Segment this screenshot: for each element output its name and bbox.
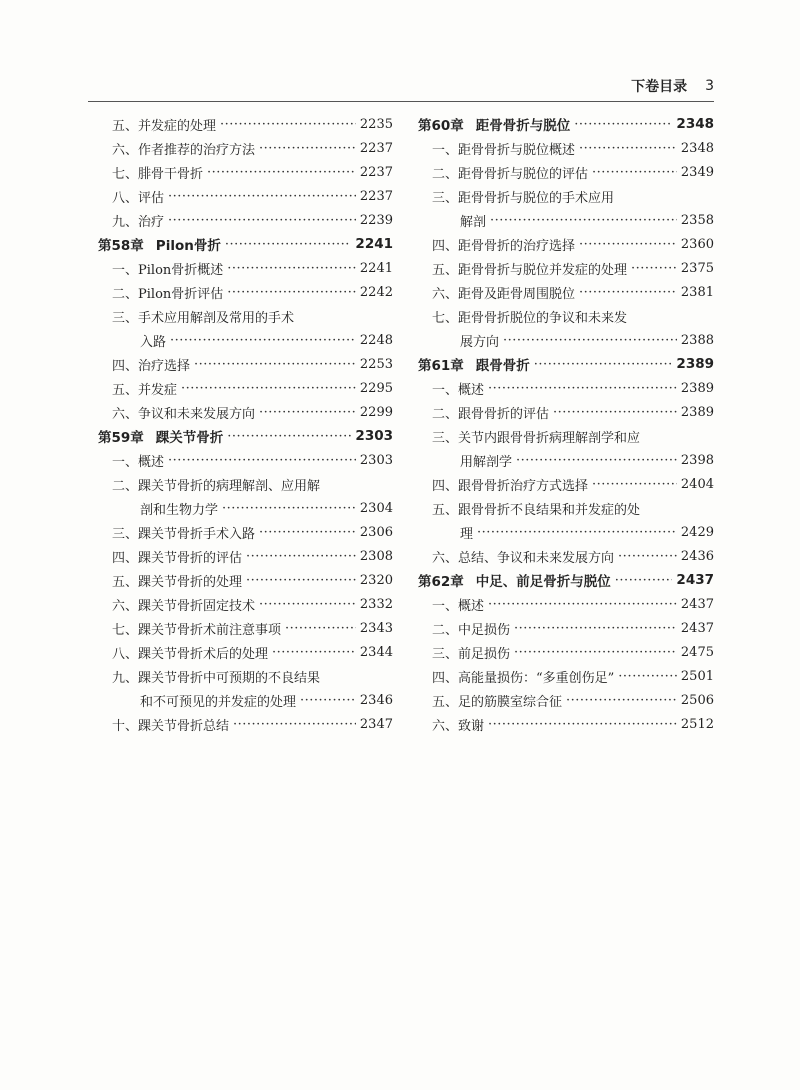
toc-section-entry[interactable] [418,544,714,568]
toc-entry-title: 四、治疗选择 [112,358,191,374]
dot-leader [488,597,677,612]
toc-page-number: 2436 [680,548,714,564]
toc-page-number: 2388 [680,332,714,348]
toc-entry-title: 六、总结、争议和未来发展方向 [432,550,615,566]
toc-page-number: 2303 [359,452,393,468]
toc-page-number: 2304 [359,500,393,516]
toc-entry-title: 二、Pilon骨折评估 [112,286,224,302]
toc-section-entry[interactable] [98,304,393,328]
dot-leader [181,381,356,396]
toc-page-number: 2303 [355,428,393,444]
toc-page-number: 2398 [680,452,714,468]
dot-leader [534,357,673,372]
dot-leader [272,645,356,660]
dot-leader [618,549,677,564]
chapter-title: 踝关节骨折 [155,430,224,446]
toc-page-number: 2375 [680,260,714,276]
toc-section-entry[interactable] [98,688,393,712]
toc-chapter-entry[interactable] [418,112,714,136]
toc-section-entry[interactable] [418,520,714,544]
toc-section-entry[interactable] [98,496,393,520]
toc-section-entry[interactable] [418,184,714,208]
toc-chapter-entry[interactable] [418,352,714,376]
toc-entry-title: 六、致谢 [432,718,485,734]
toc-section-entry[interactable] [98,208,393,232]
toc-section-entry[interactable] [98,448,393,472]
toc-section-entry[interactable] [98,376,393,400]
toc-section-entry[interactable] [418,160,714,184]
dot-leader [488,717,677,732]
toc-page-number: 2241 [355,236,393,252]
toc-section-entry[interactable] [418,592,714,616]
toc-page-number: 2389 [680,404,714,420]
toc-page-number: 2295 [359,380,393,396]
dot-leader [246,549,356,564]
toc-entry-title: 二、距骨骨折与脱位的评估 [432,166,589,182]
toc-entry-title: 一、Pilon骨折概述 [112,262,224,278]
dot-leader [222,501,356,516]
toc-section-entry[interactable] [418,280,714,304]
dot-leader [592,165,677,180]
toc-entry-title: 五、跟骨骨折不良结果和并发症的处 [432,502,641,518]
toc-entry-title: 一、概述 [112,454,165,470]
dot-leader [233,717,356,732]
toc-column-left [98,112,393,736]
toc-entry-title: 六、作者推荐的治疗方法 [112,142,256,158]
toc-page-number: 2347 [359,716,393,732]
toc-entry-title: 三、前足损伤 [432,646,511,662]
toc-section-entry[interactable] [98,640,393,664]
dot-leader [477,525,677,540]
toc-entry-title: 七、踝关节骨折术前注意事项 [112,622,282,638]
toc-section-entry[interactable] [418,136,714,160]
chapter-number: 第58章 [98,238,144,254]
toc-page-number: 2389 [680,380,714,396]
toc-section-entry[interactable] [418,688,714,712]
header-rule [88,101,714,102]
toc-entry-title: 四、距骨骨折的治疗选择 [432,238,576,254]
dot-leader [514,645,677,660]
dot-leader [227,285,356,300]
toc-entry-title [418,570,611,590]
toc-page-number: 2299 [359,404,393,420]
toc-entry-title: 三、手术应用解剖及常用的手术 [112,310,295,326]
toc-entry-title: 八、踝关节骨折术后的处理 [112,646,269,662]
toc-entry-title: 用解剖学 [460,454,513,470]
toc-section-entry[interactable] [418,424,714,448]
dot-leader [168,453,356,468]
toc-section-entry[interactable] [98,160,393,184]
toc-entry-title: 六、距骨及距骨周围脱位 [432,286,576,302]
toc-page-number: 2389 [676,356,714,372]
toc-entry-title: 一、距骨骨折与脱位概述 [432,142,576,158]
dot-leader [285,621,356,636]
toc-entry-title: 七、距骨骨折脱位的争议和未来发 [432,310,628,326]
dot-leader [168,213,356,228]
toc-section-entry[interactable] [98,328,393,352]
dot-leader [227,429,351,444]
toc-section-entry[interactable] [418,400,714,424]
toc-entry-title: 一、概述 [432,598,485,614]
toc-section-entry[interactable] [98,664,393,688]
toc-entry-title: 二、跟骨骨折的评估 [432,406,550,422]
toc-section-entry[interactable] [418,376,714,400]
toc-entry-title: 三、关节内跟骨骨折病理解剖学和应 [432,430,641,446]
toc-page-number: 2348 [680,140,714,156]
toc-section-entry[interactable] [98,184,393,208]
toc-section-entry[interactable] [98,472,393,496]
toc-page-number: 2512 [680,716,714,732]
toc-page-number: 2358 [680,212,714,228]
toc-entry-title: 理 [460,526,474,542]
dot-leader [592,477,677,492]
toc-page-number: 2437 [676,572,714,588]
toc-section-entry[interactable] [98,256,393,280]
toc-entry-title: 六、踝关节骨折固定技术 [112,598,256,614]
toc-section-entry[interactable] [98,400,393,424]
chapter-title: 距骨骨折与脱位 [475,118,571,134]
toc-section-entry[interactable] [418,232,714,256]
toc-page-number: 2437 [680,620,714,636]
toc-page-number: 2237 [359,164,393,180]
toc-section-entry[interactable] [98,136,393,160]
toc-entry-title: 四、跟骨骨折治疗方式选择 [432,478,589,494]
dot-leader [488,381,677,396]
chapter-title: 跟骨骨折 [475,358,530,374]
dot-leader [259,597,356,612]
toc-entry-title [98,234,221,254]
toc-entry-title [418,354,530,374]
toc-page-number: 2404 [680,476,714,492]
chapter-number: 第61章 [418,358,464,374]
toc-page-number: 2253 [359,356,393,372]
toc-entry-title: 三、踝关节骨折手术入路 [112,526,256,542]
running-header [631,76,714,96]
toc-page-number: 2241 [359,260,393,276]
toc-entry-title: 入路 [140,334,167,350]
toc-column-right [418,112,714,736]
toc-section-entry[interactable] [418,304,714,328]
toc-entry-title: 一、概述 [432,382,485,398]
toc-entry-title: 六、争议和未来发展方向 [112,406,256,422]
toc-section-entry[interactable] [98,712,393,736]
page-number: 3 [705,78,714,94]
dot-leader [259,405,356,420]
toc-page-number: 2242 [359,284,393,300]
toc-page-number: 2320 [359,572,393,588]
toc-page-number: 2308 [359,548,393,564]
dot-leader [574,117,672,132]
toc-entry-title: 十、踝关节骨折总结 [112,718,230,734]
header-title: 下卷目录 [631,79,688,95]
dot-leader [259,141,356,156]
toc-page-number: 2475 [680,644,714,660]
toc-entry-title: 四、踝关节骨折的评估 [112,550,243,566]
toc-page-number: 2349 [680,164,714,180]
toc-page-number: 2239 [359,212,393,228]
dot-leader [490,213,677,228]
toc-section-entry[interactable] [418,256,714,280]
toc-section-entry[interactable] [418,496,714,520]
chapter-number: 第60章 [418,118,464,134]
toc-entry-title: 四、高能量损伤：“多重创伤足” [432,670,615,686]
toc-entry-title: 五、踝关节骨折的处理 [112,574,243,590]
toc-entry-title: 八、评估 [112,190,165,206]
dot-leader [579,141,677,156]
toc-page-number: 2429 [680,524,714,540]
toc-section-entry[interactable] [418,616,714,640]
chapter-title: 中足、前足骨折与脱位 [475,574,611,590]
toc-entry-title: 九、治疗 [112,214,165,230]
toc-entry-title [418,114,570,134]
chapter-number: 第59章 [98,430,144,446]
toc-entry-title: 九、踝关节骨折中可预期的不良结果 [112,670,321,686]
toc-page-number: 2237 [359,188,393,204]
toc-section-entry[interactable] [98,520,393,544]
toc-entry-title: 二、踝关节骨折的病理解剖、应用解 [112,478,321,494]
toc-page-number: 2248 [359,332,393,348]
dot-leader [168,189,356,204]
dot-leader [503,333,677,348]
dot-leader [300,693,356,708]
toc-section-entry[interactable] [418,448,714,472]
dot-leader [259,525,356,540]
toc-entry-title: 剖和生物力学 [140,502,219,518]
dot-leader [170,333,356,348]
chapter-number: 第62章 [418,574,464,590]
toc-page-number: 2237 [359,140,393,156]
dot-leader [615,573,673,588]
toc-page-number: 2501 [680,668,714,684]
dot-leader [225,237,352,252]
toc-section-entry[interactable] [98,352,393,376]
dot-leader [618,669,677,684]
toc-page-number: 2344 [359,644,393,660]
toc-entry-title: 五、并发症的处理 [112,118,217,134]
toc-entry-title: 解剖 [460,214,487,230]
toc-section-entry[interactable] [418,328,714,352]
toc-entry-title: 展方向 [460,334,500,350]
dot-leader [516,453,677,468]
toc-section-entry[interactable] [98,112,393,136]
toc-section-entry[interactable] [418,472,714,496]
toc-page-number: 2346 [359,692,393,708]
toc-section-entry[interactable] [418,640,714,664]
toc-page-number: 2360 [680,236,714,252]
toc-page-number: 2381 [680,284,714,300]
toc-entry-title: 二、中足损伤 [432,622,511,638]
toc-entry-title: 和不可预见的并发症的处理 [140,694,297,710]
dot-leader [514,621,677,636]
dot-leader [207,165,356,180]
toc-section-entry[interactable] [418,712,714,736]
toc-section-entry[interactable] [98,592,393,616]
dot-leader [553,405,677,420]
dot-leader [246,573,356,588]
dot-leader [579,285,677,300]
toc-chapter-entry[interactable] [98,232,393,256]
toc-page-number: 2506 [680,692,714,708]
toc-entry-title: 三、距骨骨折与脱位的手术应用 [432,190,615,206]
chapter-title: Pilon骨折 [155,238,221,254]
toc-section-entry[interactable] [98,616,393,640]
dot-leader [631,261,677,276]
toc-page-number: 2437 [680,596,714,612]
toc-entry-title: 五、距骨骨折与脱位并发症的处理 [432,262,628,278]
toc-page-number: 2343 [359,620,393,636]
dot-leader [194,357,356,372]
dot-leader [220,117,356,132]
toc-page-number: 2332 [359,596,393,612]
toc-chapter-entry[interactable] [418,568,714,592]
toc-entry-title: 七、腓骨干骨折 [112,166,204,182]
toc-section-entry[interactable] [98,544,393,568]
toc-entry-title [98,426,223,446]
toc-section-entry[interactable] [98,568,393,592]
toc-section-entry[interactable] [418,664,714,688]
toc-page-number: 2348 [676,116,714,132]
toc-page-number: 2235 [359,116,393,132]
dot-leader [227,261,356,276]
dot-leader [579,237,677,252]
toc-page-number: 2306 [359,524,393,540]
toc-section-entry[interactable] [98,280,393,304]
toc-entry-title: 五、并发症 [112,382,178,398]
toc-entry-title: 五、足的筋膜室综合征 [432,694,563,710]
toc-chapter-entry[interactable] [98,424,393,448]
dot-leader [566,693,677,708]
toc-section-entry[interactable] [418,208,714,232]
